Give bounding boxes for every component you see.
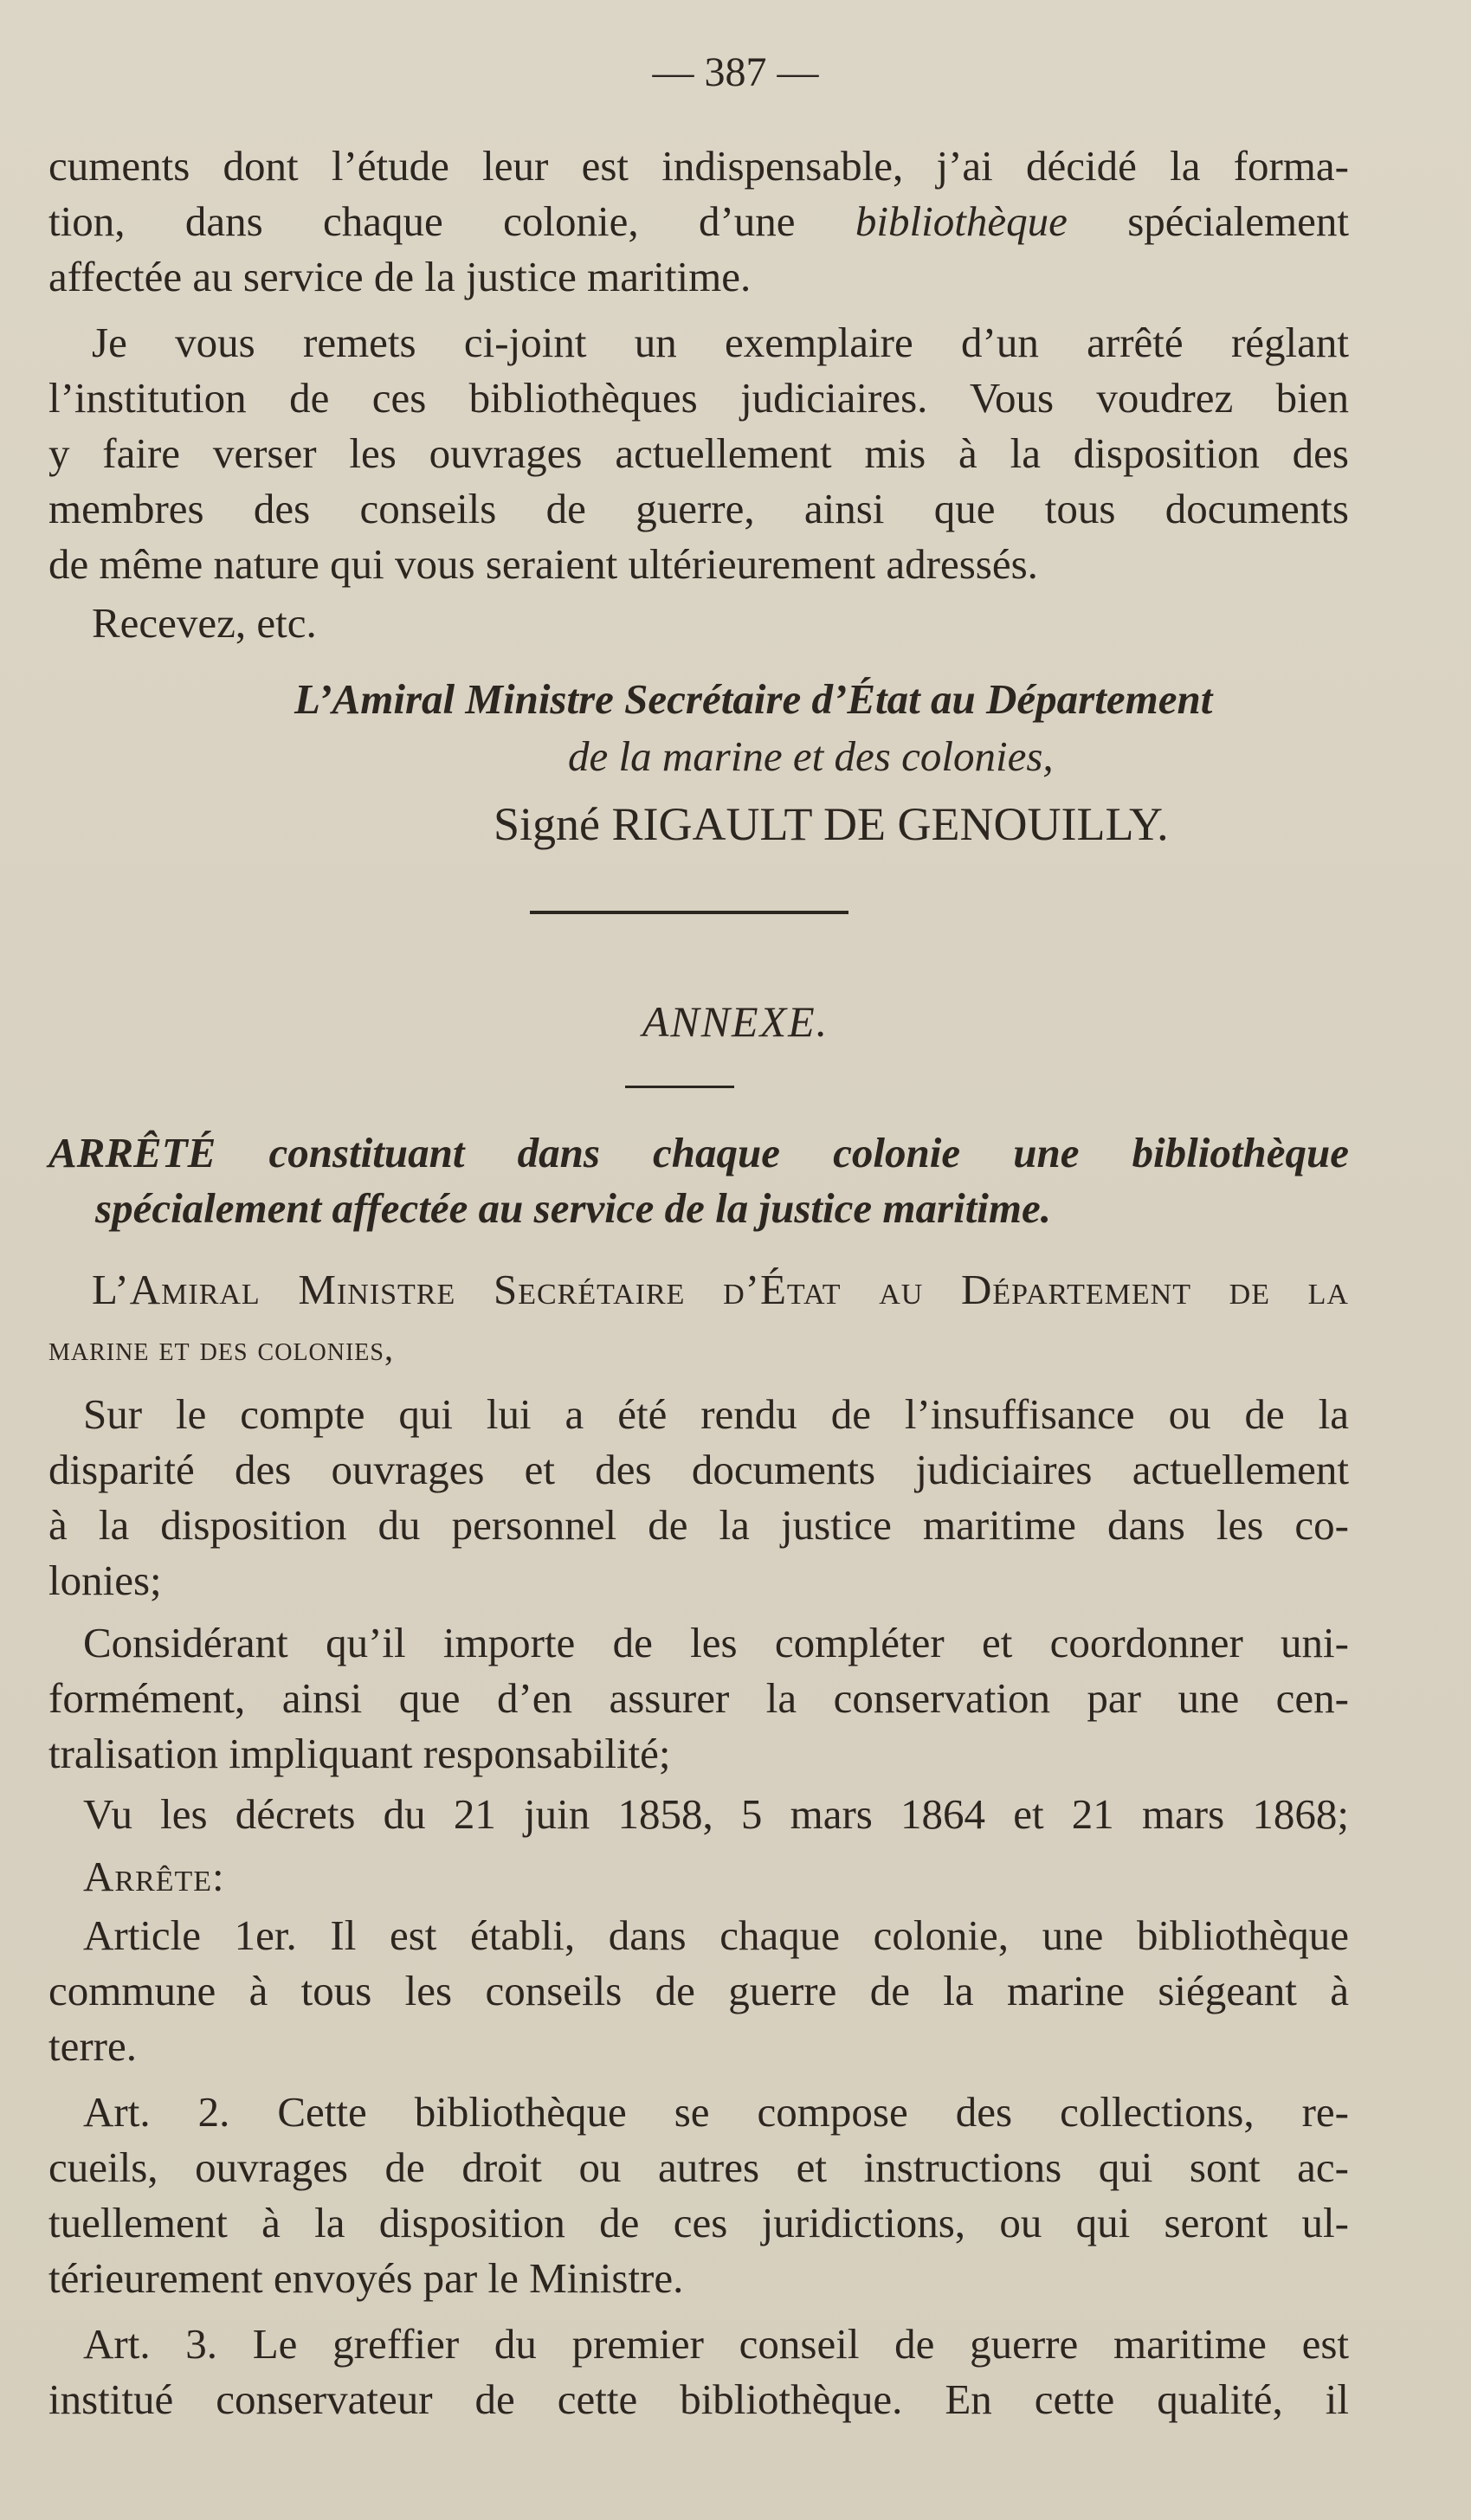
signature-title-1: L’Amiral Ministre Secrétaire d’État au Département	[294, 675, 1213, 723]
paragraph-2-line-1: Je vous remets ci-joint un exemplaire d’un arrêté réglant	[92, 319, 1349, 366]
article-3-line-2: institué conservateur de cette bibliothèque. En cette qualité, il	[48, 2375, 1349, 2423]
article-2-line-4: térieurement envoyés par le Ministre.	[48, 2254, 684, 2302]
separator-rule-short	[625, 1086, 734, 1088]
signature-name: Signé RIGAULT DE GENOUILLY.	[494, 798, 1169, 850]
decree-title-line-1	[48, 1125, 1349, 1181]
article-2-line-3: tuellement à la disposition de ces juridictions, ou qui seront ul-	[48, 2199, 1349, 2246]
decree-title-lead: ARRÊTÉ	[48, 1129, 216, 1176]
paragraph-2-line-2: l’institution de ces bibliothèques judiciaires. Vous voudrez bien	[48, 374, 1349, 422]
paragraph-1-line-3: affectée au service de la justice maritime.	[48, 253, 752, 300]
article-1-line-3: terre.	[48, 2022, 137, 2070]
considerant-1-line-1: Sur le compte qui lui a été rendu de l’insuffisance ou de la	[83, 1390, 1349, 1438]
vu-line: Vu les décrets du 21 juin 1858, 5 mars 1864 et 21 mars 1868;	[83, 1790, 1349, 1838]
decree-title-rest: constituant dans chaque colonie une bibliothèque	[268, 1129, 1350, 1176]
considerant-1-line-4: lonies;	[48, 1556, 162, 1604]
p1-l2-a: tion, dans chaque colonie, d’une	[48, 197, 855, 245]
article-2-line-2: cueils, ouvrages de droit ou autres et instructions qui sont ac-	[48, 2143, 1349, 2191]
p1-l2-b: spécialement	[1067, 197, 1349, 245]
article-1-line-2: commune à tous les conseils de guerre de la marine siégeant à	[48, 1967, 1349, 2014]
separator-rule-long	[530, 911, 848, 914]
preamble-line-1: L’Amiral Ministre Secrétaire d’État au Département de la	[92, 1266, 1349, 1313]
considerant-2-line-2: formément, ainsi que d’en assurer la conservation par une cen-	[48, 1674, 1349, 1722]
considerant-2-line-1: Considérant qu’il importe de les compléter et coordonner uni-	[83, 1619, 1349, 1666]
decree-title-line-2: spécialement affectée au service de la justice maritime.	[95, 1184, 1052, 1232]
page-number: — 387 —	[652, 49, 819, 95]
paragraph-1-line-2	[48, 194, 1349, 249]
arrete-heading: Arrête:	[83, 1853, 225, 1900]
article-2-line-1: Art. 2. Cette bibliothèque se compose des collections, re-	[83, 2088, 1349, 2136]
paragraph-2-line-3: y faire verser les ouvrages actuellement mis à la disposition des	[48, 429, 1349, 477]
annex-heading: ANNEXE.	[642, 997, 829, 1046]
paragraph-2-line-4: membres des conseils de guerre, ainsi que tous documents	[48, 485, 1349, 532]
considerant-1-line-3: à la disposition du personnel de la justice maritime dans les co-	[48, 1501, 1349, 1549]
closing-formula: Recevez, etc.	[92, 599, 317, 647]
article-3-line-1: Art. 3. Le greffier du premier conseil de guerre maritime est	[83, 2320, 1349, 2368]
p1-l2-italic: bibliothèque	[855, 197, 1068, 245]
article-1-line-1: Article 1er. Il est établi, dans chaque colonie, une bibliothèque	[83, 1911, 1349, 1959]
paragraph-1-line-1: cuments dont l’étude leur est indispensable, j’ai décidé la forma-	[48, 142, 1349, 190]
preamble-line-2: marine et des colonies,	[48, 1329, 394, 1368]
paragraph-2-line-5: de même nature qui vous seraient ultérieurement adressés.	[48, 540, 1038, 588]
considerant-1-line-2: disparité des ouvrages et des documents judiciaires actuellement	[48, 1446, 1349, 1493]
signature-title-2: de la marine et des colonies,	[568, 732, 1054, 780]
considerant-2-line-3: tralisation impliquant responsabilité;	[48, 1730, 671, 1777]
